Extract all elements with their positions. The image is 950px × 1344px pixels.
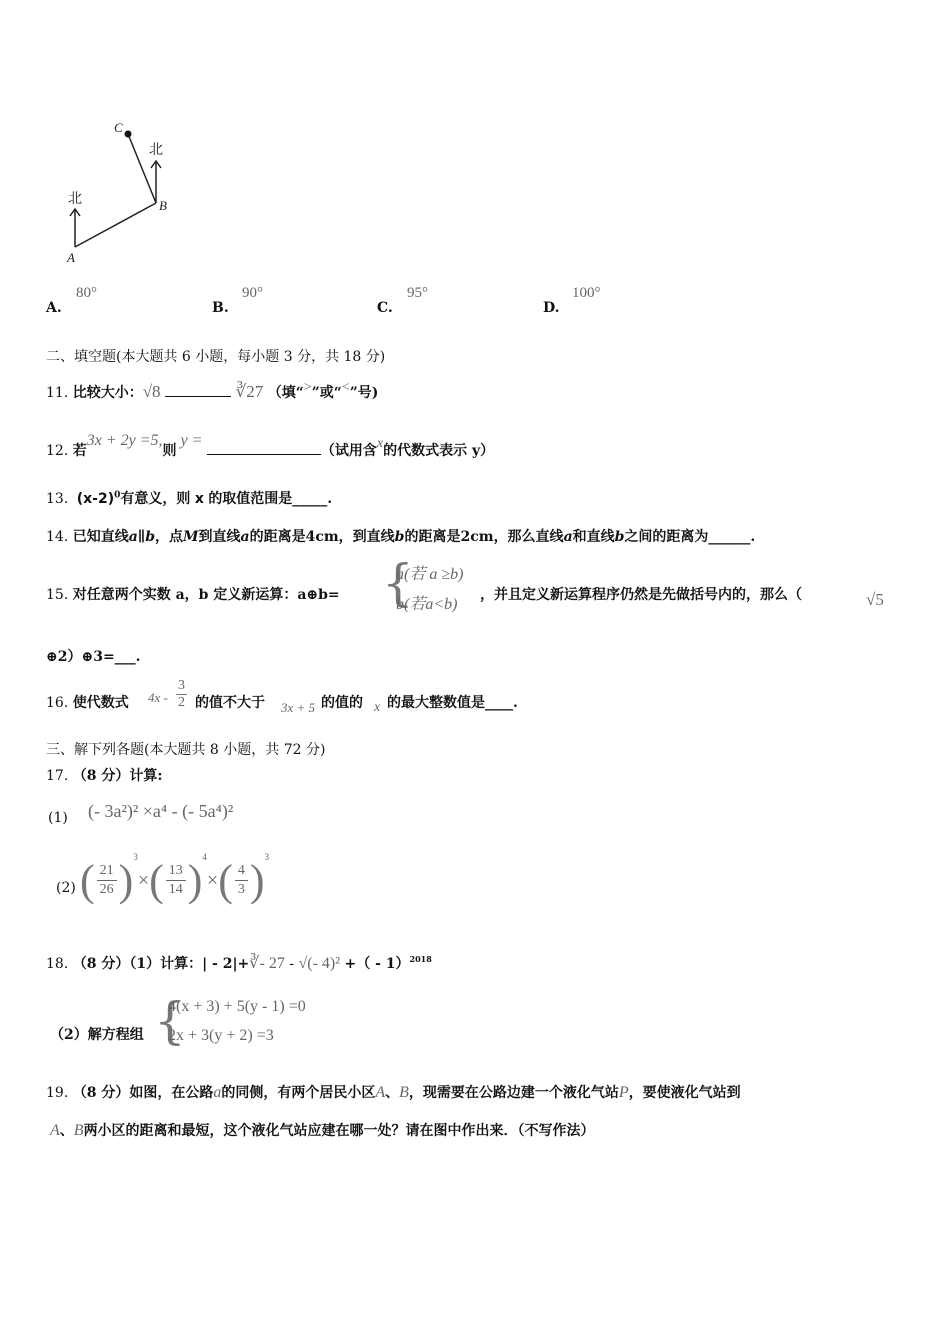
q13-expression: (x-2) <box>76 491 115 507</box>
q19-number: 19. <box>46 1085 69 1101</box>
q19-road-a: a <box>213 1084 222 1101</box>
label-c: C <box>114 120 123 135</box>
q14-text-f: 的距离是 <box>404 529 461 545</box>
q15-line-2: ⊕2）⊕3=___. <box>46 649 141 665</box>
q19-point-b-2: B <box>73 1122 84 1139</box>
q16-text-a: 使代数式 <box>72 695 129 711</box>
q14-number: 14. <box>46 529 69 545</box>
q17-part-2-label: (2) <box>56 880 76 896</box>
q16-fraction-den: 2 <box>178 695 185 710</box>
q16-text-b: 的值不大于 <box>195 695 265 711</box>
q16-text-d: 的最大整数值是____. <box>387 695 518 711</box>
question-11 <box>46 382 378 402</box>
q16-fraction <box>176 678 187 711</box>
q12-tail-b: 的代数式表示 y） <box>383 443 495 459</box>
q11-lt: < <box>341 380 350 395</box>
q15-sqrt5: √5 <box>866 590 884 609</box>
q14-text-d: 的距离是 <box>249 529 306 545</box>
q18-head: （8 分）（1）计算：| - 2|+ <box>72 956 250 972</box>
option-b-letter: B. <box>212 300 229 316</box>
q13-tail: 的取值范围是_____. <box>208 491 333 507</box>
q15-brace: { <box>382 554 414 612</box>
question-13 <box>46 488 332 508</box>
q12-x: x <box>376 436 384 451</box>
q18-sqrt: √(- 4)² <box>298 955 341 972</box>
q13-number: 13. <box>46 491 69 507</box>
q18-tail: +（ - 1） <box>344 956 410 972</box>
q17-f2-den: 14 <box>168 882 183 898</box>
q11-left: √8 <box>142 382 161 401</box>
q17-f3-num: 4 <box>235 862 248 881</box>
q18-exponent: 2018 <box>409 954 432 964</box>
option-c-value: 95° <box>407 285 428 301</box>
segment-ab <box>75 203 156 247</box>
q17-e1: 3 <box>133 852 138 862</box>
q16-text-c: 的值的 <box>321 695 363 711</box>
q17-number: 17. <box>46 768 69 784</box>
q11-blank <box>165 396 231 397</box>
option-b-value: 90° <box>242 285 263 301</box>
q12-equation: 3x + 2y =5, <box>86 432 163 449</box>
q14-text-h: 和直线 <box>572 529 615 545</box>
q17-f1-den: 26 <box>99 882 114 898</box>
q19-point-p: P <box>618 1084 629 1101</box>
q15-text-a: 对任意两个实数 a，b 定义新运算：a⊕b= <box>72 587 340 603</box>
q15-number: 15. <box>46 587 69 603</box>
q17-part-1-label: (1) <box>48 810 68 826</box>
q11-suffix-b: ”号) <box>349 385 379 401</box>
q12-number: 12. <box>46 443 69 459</box>
point-c <box>125 131 132 138</box>
q14-text-b: ，点 <box>155 529 183 545</box>
q14-point-m: M <box>183 529 199 545</box>
q19-line1-a: （8 分）如图，在公路 <box>72 1085 214 1101</box>
q18-cbrt: ∛- 27 <box>249 955 285 972</box>
q17-times-2: × <box>206 869 219 892</box>
question-19-line-2 <box>50 1120 595 1140</box>
q19-line1-b: 的同侧，有两个居民小区 <box>221 1085 376 1101</box>
q18-equation-1: 4(x + 3) + 5(y - 1) =0 <box>168 998 306 1015</box>
q14-dist-2: 2cm <box>460 529 494 545</box>
q12-tail-a: （试用含 <box>320 443 377 459</box>
q11-mid: ”或“ <box>311 385 342 401</box>
q15-case-1: a(若 a ≥b) <box>396 566 464 583</box>
q12-ruo: 若 <box>72 443 87 459</box>
q14-line-b-2: b <box>614 529 625 545</box>
question-19-line-1 <box>46 1082 741 1102</box>
option-d-value: 100° <box>572 285 601 301</box>
q15-text-b: ，并且定义新运算程序仍然是先做括号内的，那么（ <box>480 587 802 603</box>
q19-point-a: A <box>375 1084 386 1101</box>
q15-case-2: b(若a<b) <box>396 596 458 613</box>
label-north-b: 北 <box>149 142 163 158</box>
q18-brace: { <box>154 992 186 1050</box>
q12-y: y = <box>180 432 203 449</box>
q12-blank <box>207 454 321 455</box>
direction-figure <box>55 110 185 270</box>
q13-exponent: 0 <box>114 490 121 501</box>
q11-prefix: 比较大小： <box>72 385 143 401</box>
q17-e3: 3 <box>264 852 269 862</box>
label-a: A <box>67 250 75 265</box>
section-2-title: 二、填空题(本大题共 6 小题，每小题 3 分，共 18 分) <box>46 349 386 365</box>
q19-line1-c: ，现需要在公路边建一个液化气站 <box>408 1085 619 1101</box>
question-16 <box>46 692 129 712</box>
question-12 <box>46 432 495 460</box>
option-a-letter: A. <box>46 300 62 316</box>
option-a-value: 80° <box>76 285 97 301</box>
question-14 <box>46 526 755 546</box>
q17-f2-num: 13 <box>166 862 186 881</box>
q14-parallel: a∥b <box>128 529 155 545</box>
q18-equation-2: 2x + 3(y + 2) =3 <box>168 1027 274 1044</box>
q17-e2: 4 <box>202 852 207 862</box>
q12-ze: 则 <box>162 443 177 459</box>
question-18 <box>46 953 432 973</box>
q14-text-e: ，到直线 <box>338 529 395 545</box>
q18-number: 18. <box>46 956 69 972</box>
q17-f1-num: 21 <box>97 862 117 881</box>
q17-f3-den: 3 <box>237 882 245 898</box>
option-d-letter: D. <box>543 300 560 316</box>
q17-head: （8 分）计算: <box>72 768 163 784</box>
q19-point-a-2: A <box>50 1122 60 1139</box>
q13-text: 有意义，则 <box>120 491 191 507</box>
q17-times-1: × <box>137 869 150 892</box>
q16-number: 16. <box>46 695 69 711</box>
q18-part-2-label: （2）解方程组 <box>50 1027 144 1043</box>
q19-point-b: B <box>399 1084 409 1101</box>
q11-right: ∛27 <box>235 382 264 401</box>
q19-line1-d: ，要使液化气站到 <box>628 1085 741 1101</box>
q16-expr-1: 4x - <box>148 690 168 705</box>
q13-x: x <box>194 491 204 507</box>
q14-text-i: 之间的距离为______. <box>624 529 756 545</box>
q14-line-a-2: a <box>563 529 573 545</box>
q19-sep-2: 、 <box>59 1123 74 1139</box>
q11-number: 11. <box>46 385 69 401</box>
q17-part-1-expr: (- 3a²)² ×a⁴ - (- 5a⁴)² <box>88 801 234 821</box>
q11-gt: > <box>303 380 312 395</box>
q16-fraction-num: 3 <box>178 678 185 693</box>
question-15-line-1 <box>46 584 340 604</box>
option-c-letter: C. <box>377 300 393 316</box>
section-3-title: 三、解下列各题(本大题共 8 小题，共 72 分) <box>46 742 326 758</box>
q16-x: x <box>374 700 381 715</box>
question-17 <box>46 765 163 785</box>
q18-minus: - <box>289 956 295 972</box>
q14-dist-1: 4cm <box>305 529 339 545</box>
q14-text-c: 到直线 <box>198 529 241 545</box>
label-b: B <box>159 198 167 213</box>
q14-text-a: 已知直线 <box>72 529 129 545</box>
q16-expr-2: 3x + 5 <box>281 700 316 715</box>
q19-sep: 、 <box>385 1085 400 1101</box>
q14-line-a: a <box>240 529 250 545</box>
q19-line2: 两小区的距离和最短，这个液化气站应建在哪一处？请在图中作出来．（不写作法） <box>83 1123 595 1139</box>
q17-part-2-expr: ( $\frac{21}{26}$ )$^3$×( $\frac{13}{14}$ )$^4$×( $\frac{4}{3}$ )$^3$ <box>80 852 269 905</box>
q11-suffix-a: （填“ <box>267 385 304 401</box>
q14-text-g: ，那么直线 <box>493 529 564 545</box>
q14-line-b: b <box>394 529 405 545</box>
label-north-a: 北 <box>68 191 82 207</box>
